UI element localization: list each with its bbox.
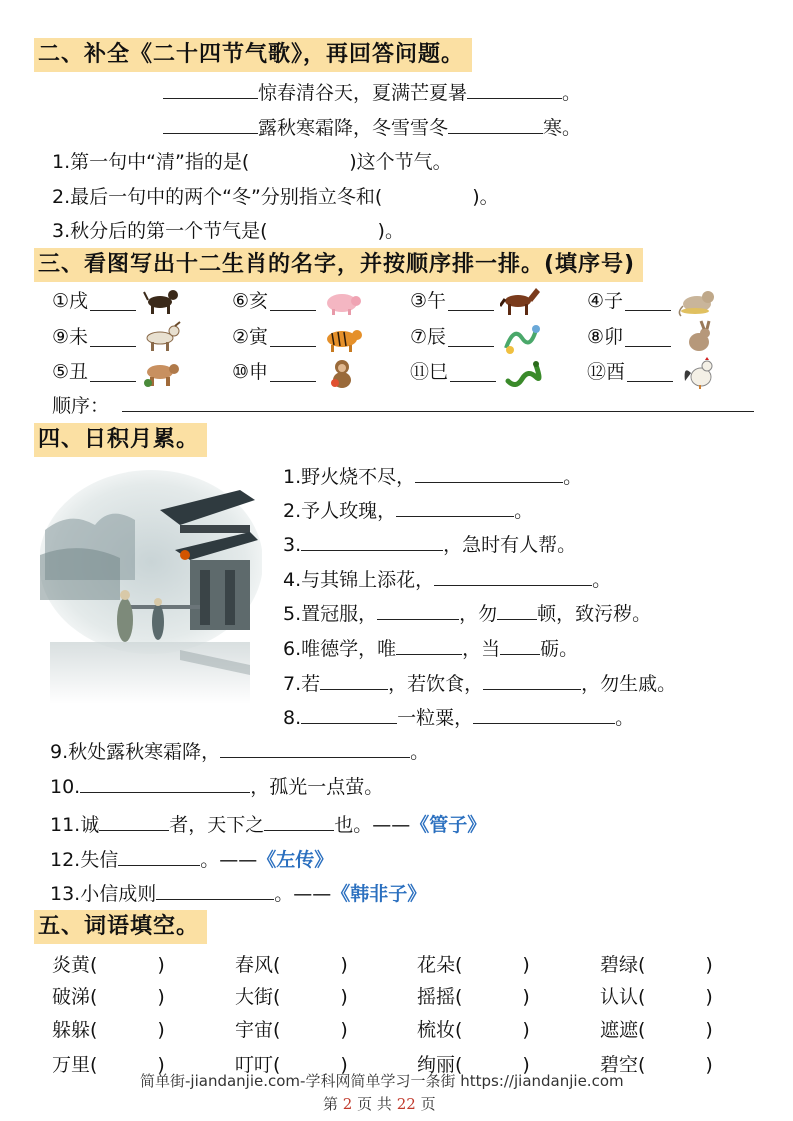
accumulate-q6 (283, 634, 578, 663)
word-close-paren: ) (522, 1054, 530, 1076)
page-number (323, 1093, 436, 1114)
accumulate-q13 (50, 879, 426, 908)
answer-blank[interactable] (396, 634, 462, 655)
landscape-painting (40, 470, 262, 710)
q-text: )。 (472, 186, 499, 208)
word-text: 破涕( (52, 986, 98, 1008)
q-text: ，当 (462, 638, 501, 660)
word-text: 摇摇( (417, 986, 463, 1008)
zodiac-cell (587, 355, 721, 389)
word-item (235, 950, 348, 980)
question-2-1 (52, 148, 452, 176)
accumulate-q7 (283, 669, 676, 698)
word-close-paren: ) (157, 986, 165, 1008)
zodiac-cell (410, 355, 544, 389)
ox-icon (142, 355, 184, 389)
answer-blank[interactable] (156, 879, 274, 900)
zodiac-cell (410, 284, 542, 318)
section-2-title: 二、补全《二十四节气歌》，再回答问题。 (34, 38, 472, 72)
zodiac-cell (587, 284, 719, 318)
zodiac-answer-blank[interactable] (625, 292, 671, 311)
answer-blank[interactable] (264, 810, 334, 831)
section-5-title: 五、词语填空。 (34, 910, 207, 944)
zodiac-cell (52, 284, 184, 318)
word-close-paren: ) (705, 954, 713, 976)
answer-blank[interactable] (396, 496, 514, 517)
q-text: 。—— (200, 849, 258, 871)
zodiac-cell (232, 355, 364, 389)
accumulate-q2 (283, 496, 533, 525)
word-text: 遮遮( (600, 1019, 646, 1041)
q-text: ，若饮食， (388, 673, 484, 695)
footer-pre: 第 (323, 1095, 339, 1113)
section-3-title: 三、看图写出十二生肖的名字，并按顺序排一排。(填序号) (34, 248, 643, 282)
answer-blank[interactable] (320, 669, 388, 690)
word-text: 大街( (235, 986, 281, 1008)
word-text: 万里( (52, 1054, 98, 1076)
dog-icon (142, 284, 184, 318)
accumulate-q5 (283, 599, 651, 628)
q-text: 11.诚 (50, 814, 100, 836)
word-item (235, 982, 348, 1012)
zodiac-label: ⑧卯 (587, 326, 624, 348)
q-text: 。 (514, 500, 534, 522)
word-item (417, 950, 530, 980)
zodiac-label: ⑨未 (52, 326, 89, 348)
poem-text-2: 露秋寒霜降，冬雪雪冬 (258, 117, 449, 139)
zodiac-cell (232, 320, 364, 354)
word-text: 宇宙( (235, 1019, 281, 1041)
q-text: 也。—— (334, 814, 411, 836)
word-text: 碧绿( (600, 954, 646, 976)
word-text: 春风( (235, 954, 281, 976)
q-text: 。 (410, 741, 430, 763)
rooster-icon (679, 355, 721, 389)
poem-blank-1b[interactable] (467, 78, 562, 99)
q-text: 。 (563, 466, 583, 488)
zodiac-label: ⑥亥 (232, 290, 269, 312)
q-text: 一粒粟， (397, 707, 474, 729)
accumulate-q4 (283, 565, 611, 594)
question-2-2 (52, 183, 499, 211)
answer-blank[interactable] (497, 599, 537, 620)
zodiac-cell (52, 320, 184, 354)
word-close-paren: ) (157, 1019, 165, 1041)
zodiac-answer-blank[interactable] (625, 328, 671, 347)
word-item (600, 950, 713, 980)
accumulate-q12 (50, 845, 333, 874)
rat-icon (677, 284, 719, 318)
source-hanfeizi: 《韩非子》 (331, 883, 427, 905)
accumulate-q1 (283, 462, 582, 491)
poem-end-2: 寒。 (543, 117, 582, 139)
zodiac-label: ①戌 (52, 290, 89, 312)
word-item (52, 950, 165, 980)
word-close-paren: ) (157, 1054, 165, 1076)
q-text: 。 (615, 707, 635, 729)
answer-blank[interactable] (415, 462, 563, 483)
q-text: 1.第一句中“清”指的是( (52, 151, 250, 173)
q-text: 顿，致污秽。 (537, 603, 652, 625)
word-item (417, 982, 530, 1012)
pig-icon (322, 284, 364, 318)
q-text: 12.失信 (50, 849, 119, 871)
word-text: 碧空( (600, 1054, 646, 1076)
zodiac-label: ⑩申 (232, 361, 269, 383)
zodiac-answer-blank[interactable] (270, 328, 316, 347)
accumulate-q9 (50, 737, 429, 766)
zodiac-answer-blank[interactable] (270, 292, 316, 311)
zodiac-label: ⑤丑 (52, 361, 89, 383)
word-text: 认认( (600, 986, 646, 1008)
zodiac-cell (410, 320, 542, 354)
q-text: 砺。 (540, 638, 579, 660)
zodiac-label: ⑪巳 (410, 361, 449, 383)
word-text: 躲躲( (52, 1019, 98, 1041)
word-text: 梳妆( (417, 1019, 463, 1041)
word-close-paren: ) (157, 954, 165, 976)
word-item (600, 982, 713, 1012)
word-item (235, 1015, 348, 1045)
word-close-paren: ) (340, 1019, 348, 1041)
answer-blank[interactable] (483, 669, 581, 690)
zodiac-label: ⑫酉 (587, 361, 626, 383)
answer-blank[interactable] (500, 634, 540, 655)
poem-text-1: 惊春清谷天，夏满芒夏暑 (258, 82, 468, 104)
q-text: ，勿生戚。 (581, 673, 677, 695)
word-text: 绚丽( (417, 1054, 463, 1076)
word-close-paren: ) (340, 986, 348, 1008)
word-close-paren: ) (340, 954, 348, 976)
word-text: 花朵( (417, 954, 463, 976)
word-close-paren: ) (340, 1054, 348, 1076)
q-text: 8. (283, 707, 302, 729)
q-text: 。 (592, 569, 612, 591)
q-text: ，孤光一点萤。 (250, 776, 384, 798)
zodiac-answer-blank[interactable] (448, 328, 494, 347)
word-close-paren: ) (522, 986, 530, 1008)
answer-blank[interactable] (434, 565, 592, 586)
q-text: 2.予人玫瑰， (283, 500, 397, 522)
zodiac-label: ③午 (410, 290, 447, 312)
word-item (417, 1015, 530, 1045)
q-text: 7.若 (283, 673, 321, 695)
q-text: ，勿 (459, 603, 498, 625)
question-2-3 (52, 217, 404, 245)
word-close-paren: ) (522, 1019, 530, 1041)
order-row (52, 392, 109, 420)
tiger-icon (322, 320, 364, 354)
word-item (52, 982, 165, 1012)
watermark-text: 简单街-jiandanjie.com-学科网简单学习一条街 https://jiandanjie.com (140, 1072, 624, 1090)
word-text: 叮叮( (235, 1054, 281, 1076)
zodiac-cell (587, 320, 719, 354)
word-item (600, 1015, 713, 1045)
order-answer-line[interactable] (122, 410, 754, 412)
source-zuozhuan: 《左传》 (257, 849, 334, 871)
word-close-paren: ) (705, 986, 713, 1008)
q-text: ，急时有人帮。 (443, 534, 577, 556)
answer-blank[interactable] (301, 703, 397, 724)
accumulate-q3 (283, 530, 576, 559)
zodiac-answer-blank[interactable] (90, 292, 136, 311)
poem-line-1 (163, 78, 581, 107)
poem-blank-1a[interactable] (163, 78, 258, 99)
q-text: 10. (50, 776, 81, 798)
poem-line-2 (163, 113, 581, 142)
q-text: 4.与其锦上添花， (283, 569, 435, 591)
q-text: 3.秋分后的第一个节气是( (52, 220, 268, 242)
word-close-paren: ) (705, 1054, 713, 1076)
poem-end-1: 。 (562, 82, 582, 104)
zodiac-answer-blank[interactable] (90, 328, 136, 347)
zodiac-cell (232, 284, 364, 318)
accumulate-q8 (283, 703, 634, 732)
answer-blank[interactable] (80, 772, 250, 793)
zodiac-label: ④子 (587, 290, 624, 312)
word-item (52, 1015, 165, 1045)
poem-blank-2b[interactable] (448, 113, 543, 134)
horse-icon (500, 284, 542, 318)
q-text: 5.置冠服， (283, 603, 378, 625)
dragon-icon (500, 320, 542, 354)
zodiac-label: ②寅 (232, 326, 269, 348)
q-text: 者，天下之 (169, 814, 265, 836)
q-text: )这个节气。 (349, 151, 452, 173)
answer-blank[interactable] (118, 845, 200, 866)
q-text: 2.最后一句中的两个“冬”分别指立冬和( (52, 186, 383, 208)
word-text: 炎黄( (52, 954, 98, 976)
section-4-title: 四、日积月累。 (34, 423, 207, 457)
poem-blank-2a[interactable] (163, 113, 258, 134)
footer-post: 页 (420, 1095, 436, 1113)
q-text: 1.野火烧不尽， (283, 466, 416, 488)
goat-icon (142, 320, 184, 354)
zodiac-answer-blank[interactable] (448, 292, 494, 311)
answer-blank[interactable] (377, 599, 459, 620)
source-guanzi: 《管子》 (410, 814, 487, 836)
order-label: 顺序： (52, 395, 110, 417)
monkey-icon (322, 355, 364, 389)
rabbit-icon (677, 320, 719, 354)
q-text: 。—— (274, 883, 332, 905)
word-close-paren: ) (705, 1019, 713, 1041)
snake-icon (502, 355, 544, 389)
answer-blank[interactable] (473, 703, 615, 724)
answer-blank[interactable] (220, 737, 410, 758)
accumulate-q11 (50, 810, 486, 839)
q-text: )。 (377, 220, 404, 242)
footer-mid: 页 共 (357, 1095, 392, 1113)
answer-blank[interactable] (301, 530, 443, 551)
answer-blank[interactable] (99, 810, 169, 831)
accumulate-q10 (50, 772, 383, 801)
q-text: 3. (283, 534, 302, 556)
q-text: 6.唯德学，唯 (283, 638, 397, 660)
zodiac-answer-blank[interactable] (450, 363, 496, 382)
zodiac-answer-blank[interactable] (270, 363, 316, 382)
footer-total: 22 (396, 1095, 416, 1113)
zodiac-label: ⑦辰 (410, 326, 447, 348)
q-text: 13.小信成则 (50, 883, 157, 905)
zodiac-cell (52, 355, 184, 389)
zodiac-answer-blank[interactable] (90, 363, 136, 382)
zodiac-answer-blank[interactable] (627, 363, 673, 382)
word-close-paren: ) (522, 954, 530, 976)
footer-page: 2 (342, 1095, 353, 1113)
q-text: 9.秋处露秋寒霜降， (50, 741, 221, 763)
